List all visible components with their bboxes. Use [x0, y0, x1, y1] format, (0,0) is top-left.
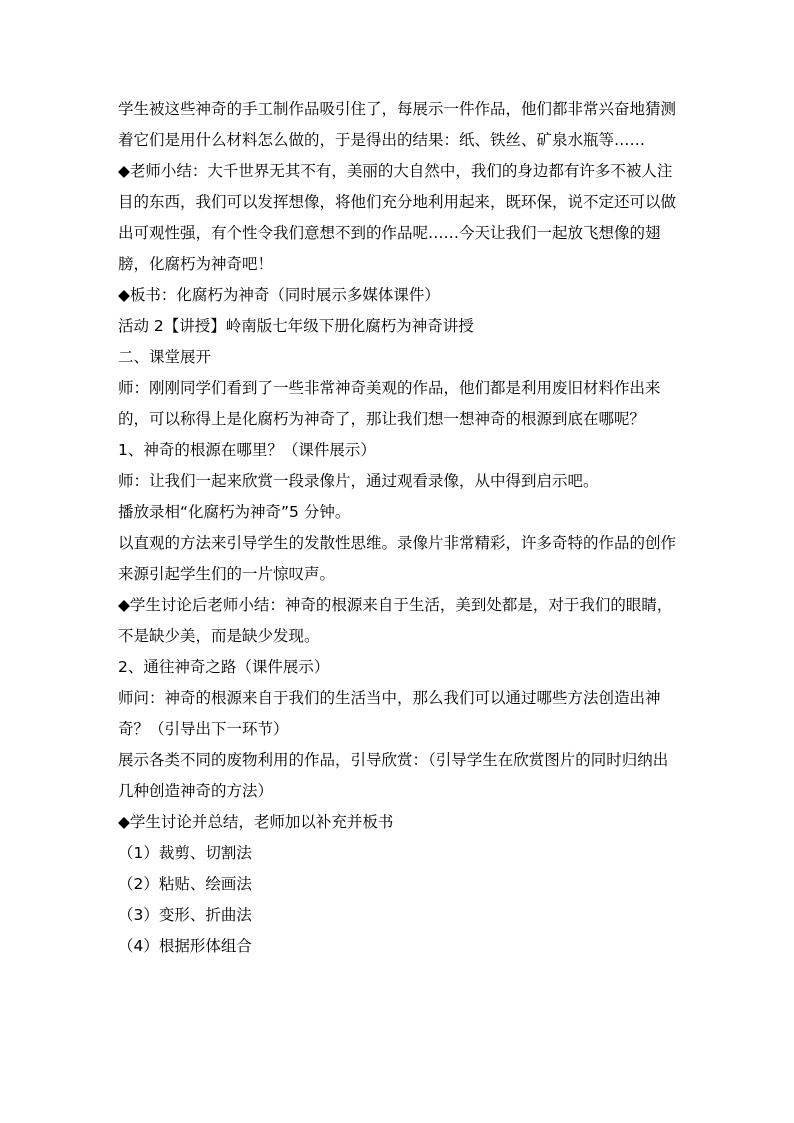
paragraph-student-summary: ◆学生讨论并总结，老师加以补充并板书	[118, 813, 394, 831]
paragraph-activity-heading: 活动 2【讲授】岭南版七年级下册化腐朽为神奇讲授	[118, 317, 474, 335]
paragraph: 以直观的方法来引导学生的发散性思维。录像片非常精彩，许多奇特的作品的创作来源引起学生们的一片惊叹声。	[118, 534, 677, 583]
paragraph: 师问：神奇的根源来自于我们的生活当中，那么我们可以通过哪些方法创造出神奇？（引导出下一环节）	[118, 689, 661, 738]
paragraph: 播放录相“化腐朽为神奇”5 分钟。	[118, 503, 351, 521]
subsection-heading: 2、通往神奇之路（课件展示）	[118, 658, 330, 676]
list-item: （4）根据形体组合	[118, 937, 252, 955]
list-item: （2）粘贴、绘画法	[118, 875, 252, 893]
subsection-heading: 1、神奇的根源在哪里？（课件展示）	[118, 441, 376, 459]
paragraph: 学生被这些神奇的手工制作品吸引住了，每展示一件作品，他们都非常兴奋地猜测着它们是用什么材料怎么做的，于是得出的结果：纸、铁丝、矿泉水瓶等……	[118, 100, 677, 149]
paragraph-teacher-summary: ◆老师小结：大千世界无其不有，美丽的大自然中，我们的身边都有许多不被人注目的东西，我们可以发挥想像，将他们充分地利用起来，既环保，说不定还可以做出可观性强，有个性令我们意想不到的作品呢……今天让我们一起放飞想像的翅膀，化腐朽为神奇吧！	[118, 162, 677, 273]
section-heading: 二、课堂展开	[118, 348, 212, 366]
paragraph: 师：刚刚同学们看到了一些非常神奇美观的作品，他们都是利用废旧材料作出来的，可以称得上是化腐朽为神奇了，那让我们想一想神奇的根源到底在哪呢？	[118, 379, 661, 428]
paragraph-board-writing: ◆板书：化腐朽为神奇（同时展示多媒体课件）	[118, 286, 440, 304]
list-item: （3）变形、折曲法	[118, 906, 252, 924]
list-item: （1）裁剪、切割法	[118, 844, 252, 862]
paragraph: 师：让我们一起来欣赏一段录像片，通过观看录像，从中得到启示吧。	[118, 472, 599, 490]
paragraph-student-discussion: ◆学生讨论后老师小结：神奇的根源来自于生活，美到处都是，对于我们的眼睛，不是缺少美，而是缺少发现。	[118, 596, 673, 645]
paragraph: 展示各类不同的废物利用的作品，引导欣赏：（引导学生在欣赏图片的同时归纳出几种创造神奇的方法）	[118, 751, 669, 800]
document-body	[118, 94, 678, 962]
